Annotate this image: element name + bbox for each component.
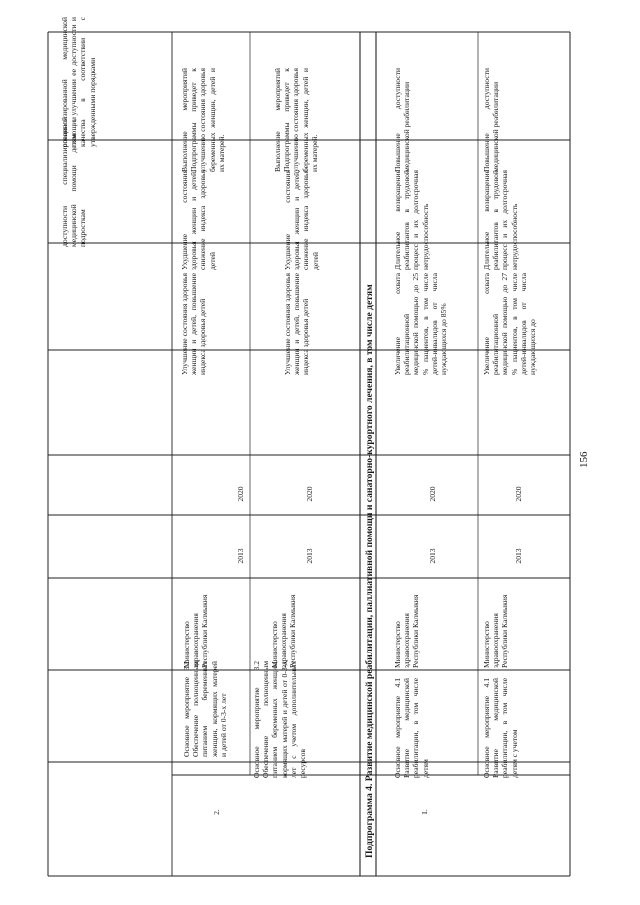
link-cell: Повышение доступности медицинской реабилитации xyxy=(482,68,501,172)
subprogram-heading: Подпрограмма 4. Развитие медицинской реабилитации, паллиативной помощи и санаторно-курортного лечения, в том числе детям xyxy=(364,284,375,858)
result-cell: Увеличение охвата реабилитационной медицинской помощью до 25 % пациентов, в том числе детей-инвалидов от числа нуждающихся до 85% xyxy=(393,273,449,375)
result-cell: Улучшение состояния здоровья женщин и детей, повышение индекса здоровья детей xyxy=(180,273,208,375)
result-cell: Увеличение охвата реабилитационной медицинской помощью до 27 % пациентов, в том числе детей-инвалидов от числа нуждающихся до xyxy=(482,273,538,375)
link-cell: Повышение доступности медицинской реабилитации xyxy=(393,68,412,172)
executor-cell: Министерство здравоохранения Республики Калмыкия xyxy=(482,594,510,668)
continuation-risks: специализированной медицинской помощи, улучшении ее доступности и качества в соответствии с утвержденными порядками xyxy=(60,17,97,147)
link-cell: Выполнение мероприятий Подпрограммы приведет к улучшению состояния здоровья беременных женщин, детей и их матерей. xyxy=(273,68,319,172)
continuation-expected-result: доступности специализированной медицинской помощи детям и подросткам xyxy=(60,117,88,247)
consequence-cell: Длительное возвращение реабилитантов в трудовой процесс и их долгосрочная нетрудоспособность xyxy=(393,170,430,270)
measure-cell: Основное мероприятие 3.2 Обеспечение полноценным питанием беременных женщин, кормящих матерей и детей от 0-3-х лет с учетом дополнительных ресурсов xyxy=(252,661,308,778)
measure-cell: Основное мероприятие 4.1 Развитие медицинской реабилитации, в том числе детям с учетом xyxy=(482,678,519,778)
page-number: 156 xyxy=(578,451,590,468)
measure-cell: Основное мероприятие 4.1 Развитие медицинской реабилитации, в том числе детям xyxy=(393,678,430,778)
start-year-cell: 2013 xyxy=(236,548,245,564)
consequence-cell: Ухудшение состояния здоровья женщин и детей, снижение индекса здоровья детей xyxy=(180,170,217,270)
result-cell: Улучшение состояния здоровья женщин и детей, повышение индекса здоровья детей xyxy=(283,273,311,375)
end-year-cell: 2020 xyxy=(428,486,437,502)
consequence-cell: Длительное возвращение реабилитантов в трудовой процесс и их долгосрочная нетрудоспособность xyxy=(482,170,519,270)
end-year-cell: 2020 xyxy=(514,486,523,502)
end-year-cell: 2020 xyxy=(305,486,314,502)
consequence-cell: Ухудшение состояния здоровья женщин и детей, снижение индекса здоровья детей xyxy=(283,170,320,270)
row-number: 1. xyxy=(420,809,429,815)
link-cell: Выполнение мероприятий Подпрограммы приведет к улучшению состояния здоровья беременных женщин, детей и их матерей. xyxy=(180,68,226,172)
start-year-cell: 2013 xyxy=(514,548,523,564)
start-year-cell: 2013 xyxy=(428,548,437,564)
end-year-cell: 2020 xyxy=(236,486,245,502)
executor-cell: Министерство здравоохранения Республики Калмыкия xyxy=(393,594,421,668)
row-number: 2. xyxy=(212,809,221,815)
start-year-cell: 2013 xyxy=(305,548,314,564)
measure-cell: Основное мероприятие 3.2 Обеспечение полноценным питанием беременных женщин, кормящих матерей и детей от 0-3-х лет xyxy=(182,661,228,757)
executor-cell: Министерство здравоохранения Республики Калмыкия xyxy=(270,594,298,668)
executor-cell: Министерство здравоохранения Республики Калмыкия xyxy=(182,594,210,668)
